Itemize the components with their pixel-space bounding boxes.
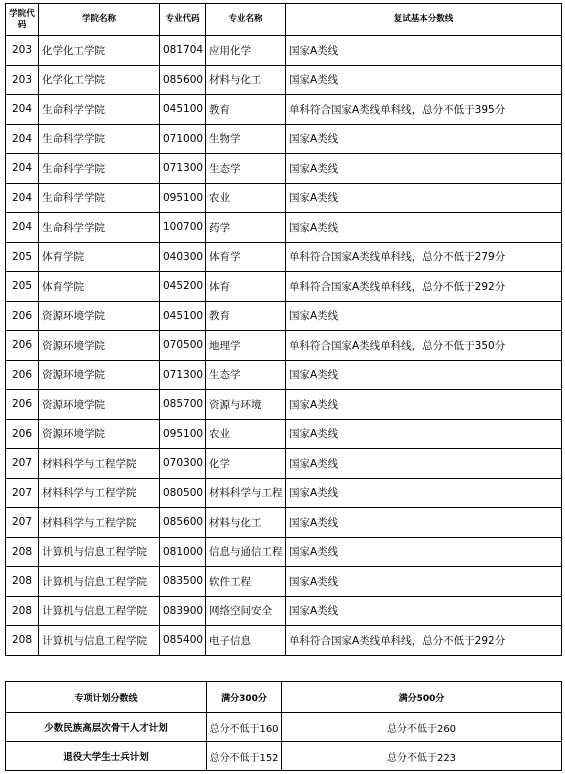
table-row: [6, 626, 562, 656]
cell-major-name: 生物学: [206, 124, 286, 154]
table-row: [6, 301, 562, 331]
cell-score-line: 国家A类线: [286, 390, 562, 420]
cell-college-code: 206: [6, 301, 39, 331]
special-table-body: [6, 713, 562, 771]
cell-major-code: 070500: [160, 331, 206, 361]
cell-score-line: 国家A类线: [286, 419, 562, 449]
cell-college-name: 生命科学学院: [39, 95, 160, 125]
cell-score-line: 国家A类线: [286, 449, 562, 479]
cell-major-code: 083900: [160, 596, 206, 626]
cell-college-name: 计算机与信息工程学院: [39, 596, 160, 626]
cell-major-code: 085400: [160, 626, 206, 656]
cell-college-code: 206: [6, 360, 39, 390]
cell-full-300: 总分不低于152: [207, 742, 282, 771]
table-row: [6, 183, 562, 213]
cell-college-code: 206: [6, 390, 39, 420]
cell-plan-name: 少数民族高层次骨干人才计划: [6, 713, 207, 742]
cell-college-code: 205: [6, 242, 39, 272]
cell-major-name: 教育: [206, 301, 286, 331]
table-row: [6, 36, 562, 66]
cell-major-name: 化学: [206, 449, 286, 479]
table-row: [6, 360, 562, 390]
cell-score-line: 国家A类线: [286, 508, 562, 538]
cell-major-name: 农业: [206, 183, 286, 213]
cell-score-line: 国家A类线: [286, 124, 562, 154]
cell-major-name: 生态学: [206, 154, 286, 184]
cell-college-name: 体育学院: [39, 272, 160, 302]
cell-college-name: 计算机与信息工程学院: [39, 567, 160, 597]
table-row: [6, 478, 562, 508]
special-table-row: [6, 742, 562, 771]
table-row: [6, 390, 562, 420]
cell-score-line: 单科符合国家A类线单科线，总分不低于292分: [286, 626, 562, 656]
cell-major-name: 生态学: [206, 360, 286, 390]
cell-major-name: 教育: [206, 95, 286, 125]
cell-college-name: 计算机与信息工程学院: [39, 537, 160, 567]
cell-score-line: 国家A类线: [286, 65, 562, 95]
table-header-row: [6, 4, 562, 36]
cell-college-name: 材料科学与工程学院: [39, 449, 160, 479]
cell-college-code: 208: [6, 596, 39, 626]
cell-plan-name: 退役大学生士兵计划: [6, 742, 207, 771]
table-row: [6, 154, 562, 184]
cell-major-name: 软件工程: [206, 567, 286, 597]
header-full-300: 满分300分: [207, 682, 282, 713]
header-major-code: 专业代码: [160, 4, 206, 36]
header-college-code: 学院代码: [6, 4, 39, 36]
cell-major-code: 045100: [160, 95, 206, 125]
cell-college-name: 材料科学与工程学院: [39, 478, 160, 508]
header-full-500: 满分500分: [282, 682, 562, 713]
cell-major-name: 材料科学与工程: [206, 478, 286, 508]
cell-college-name: 资源环境学院: [39, 331, 160, 361]
header-score-line: 复试基本分数线: [286, 4, 562, 36]
cell-college-name: 生命科学学院: [39, 213, 160, 243]
cell-college-code: 204: [6, 95, 39, 125]
cell-major-code: 070300: [160, 449, 206, 479]
table-row: [6, 419, 562, 449]
cell-college-code: 204: [6, 154, 39, 184]
cell-major-code: 100700: [160, 213, 206, 243]
cell-score-line: 单科符合国家A类线单科线，总分不低于279分: [286, 242, 562, 272]
cell-college-code: 207: [6, 508, 39, 538]
table-row: [6, 508, 562, 538]
cell-major-code: 071300: [160, 154, 206, 184]
cell-major-code: 080500: [160, 478, 206, 508]
cell-full-300: 总分不低于160: [207, 713, 282, 742]
cell-college-name: 材料科学与工程学院: [39, 508, 160, 538]
table-row: [6, 65, 562, 95]
cell-college-name: 资源环境学院: [39, 301, 160, 331]
cell-score-line: 国家A类线: [286, 301, 562, 331]
header-major-name: 专业名称: [206, 4, 286, 36]
cell-college-name: 资源环境学院: [39, 360, 160, 390]
cell-major-code: 045100: [160, 301, 206, 331]
cell-college-code: 207: [6, 449, 39, 479]
cell-major-name: 药学: [206, 213, 286, 243]
header-plan: 专项计划分数线: [6, 682, 207, 713]
table-row: [6, 213, 562, 243]
cell-college-code: 205: [6, 272, 39, 302]
cell-score-line: 单科符合国家A类线单科线，总分不低于292分: [286, 272, 562, 302]
cell-score-line: 国家A类线: [286, 478, 562, 508]
cell-major-name: 材料与化工: [206, 508, 286, 538]
cell-major-name: 信息与通信工程: [206, 537, 286, 567]
table-body: [6, 36, 562, 656]
cell-college-code: 204: [6, 124, 39, 154]
cell-college-code: 206: [6, 331, 39, 361]
cell-score-line: 国家A类线: [286, 567, 562, 597]
cell-major-code: 095100: [160, 419, 206, 449]
cell-major-code: 071300: [160, 360, 206, 390]
cell-score-line: 单科符合国家A类线单科线，总分不低于395分: [286, 95, 562, 125]
table-row: [6, 242, 562, 272]
cell-major-code: 095100: [160, 183, 206, 213]
cell-college-code: 207: [6, 478, 39, 508]
special-table-row: [6, 713, 562, 742]
cell-major-code: 085700: [160, 390, 206, 420]
cell-score-line: 国家A类线: [286, 183, 562, 213]
special-plan-table: [5, 681, 562, 771]
cell-major-code: 085600: [160, 65, 206, 95]
table-row: [6, 272, 562, 302]
cell-major-code: 071000: [160, 124, 206, 154]
cell-major-name: 体育: [206, 272, 286, 302]
table-row: [6, 567, 562, 597]
cell-college-name: 资源环境学院: [39, 419, 160, 449]
cell-major-name: 体育学: [206, 242, 286, 272]
cell-college-name: 体育学院: [39, 242, 160, 272]
cell-major-name: 材料与化工: [206, 65, 286, 95]
cell-college-name: 生命科学学院: [39, 183, 160, 213]
cell-college-code: 206: [6, 419, 39, 449]
cell-score-line: 国家A类线: [286, 36, 562, 66]
cell-major-code: 083500: [160, 567, 206, 597]
cell-major-code: 045200: [160, 272, 206, 302]
header-college-name: 学院名称: [39, 4, 160, 36]
cell-score-line: 单科符合国家A类线单科线，总分不低于350分: [286, 331, 562, 361]
cell-college-code: 208: [6, 626, 39, 656]
cell-college-name: 生命科学学院: [39, 124, 160, 154]
cell-college-code: 204: [6, 183, 39, 213]
cell-major-name: 应用化学: [206, 36, 286, 66]
cell-score-line: 国家A类线: [286, 213, 562, 243]
cell-score-line: 国家A类线: [286, 360, 562, 390]
cell-major-code: 081000: [160, 537, 206, 567]
cell-major-name: 资源与环境: [206, 390, 286, 420]
cell-college-code: 208: [6, 537, 39, 567]
cell-score-line: 国家A类线: [286, 596, 562, 626]
table-row: [6, 124, 562, 154]
special-header-row: [6, 682, 562, 713]
cell-full-500: 总分不低于223: [282, 742, 562, 771]
cell-college-name: 计算机与信息工程学院: [39, 626, 160, 656]
cell-college-name: 化学化工学院: [39, 36, 160, 66]
table-row: [6, 449, 562, 479]
cell-score-line: 国家A类线: [286, 154, 562, 184]
cell-college-code: 204: [6, 213, 39, 243]
cell-college-name: 资源环境学院: [39, 390, 160, 420]
cell-college-code: 203: [6, 65, 39, 95]
cell-full-500: 总分不低于260: [282, 713, 562, 742]
cell-major-name: 地理学: [206, 331, 286, 361]
cell-college-code: 203: [6, 36, 39, 66]
cell-major-name: 电子信息: [206, 626, 286, 656]
cell-college-code: 208: [6, 567, 39, 597]
table-row: [6, 95, 562, 125]
score-line-table: [5, 3, 562, 656]
cell-score-line: 国家A类线: [286, 537, 562, 567]
cell-major-name: 农业: [206, 419, 286, 449]
cell-major-code: 040300: [160, 242, 206, 272]
table-row: [6, 596, 562, 626]
table-row: [6, 537, 562, 567]
cell-college-name: 化学化工学院: [39, 65, 160, 95]
cell-major-name: 网络空间安全: [206, 596, 286, 626]
cell-major-code: 085600: [160, 508, 206, 538]
cell-major-code: 081704: [160, 36, 206, 66]
cell-college-name: 生命科学学院: [39, 154, 160, 184]
table-row: [6, 331, 562, 361]
